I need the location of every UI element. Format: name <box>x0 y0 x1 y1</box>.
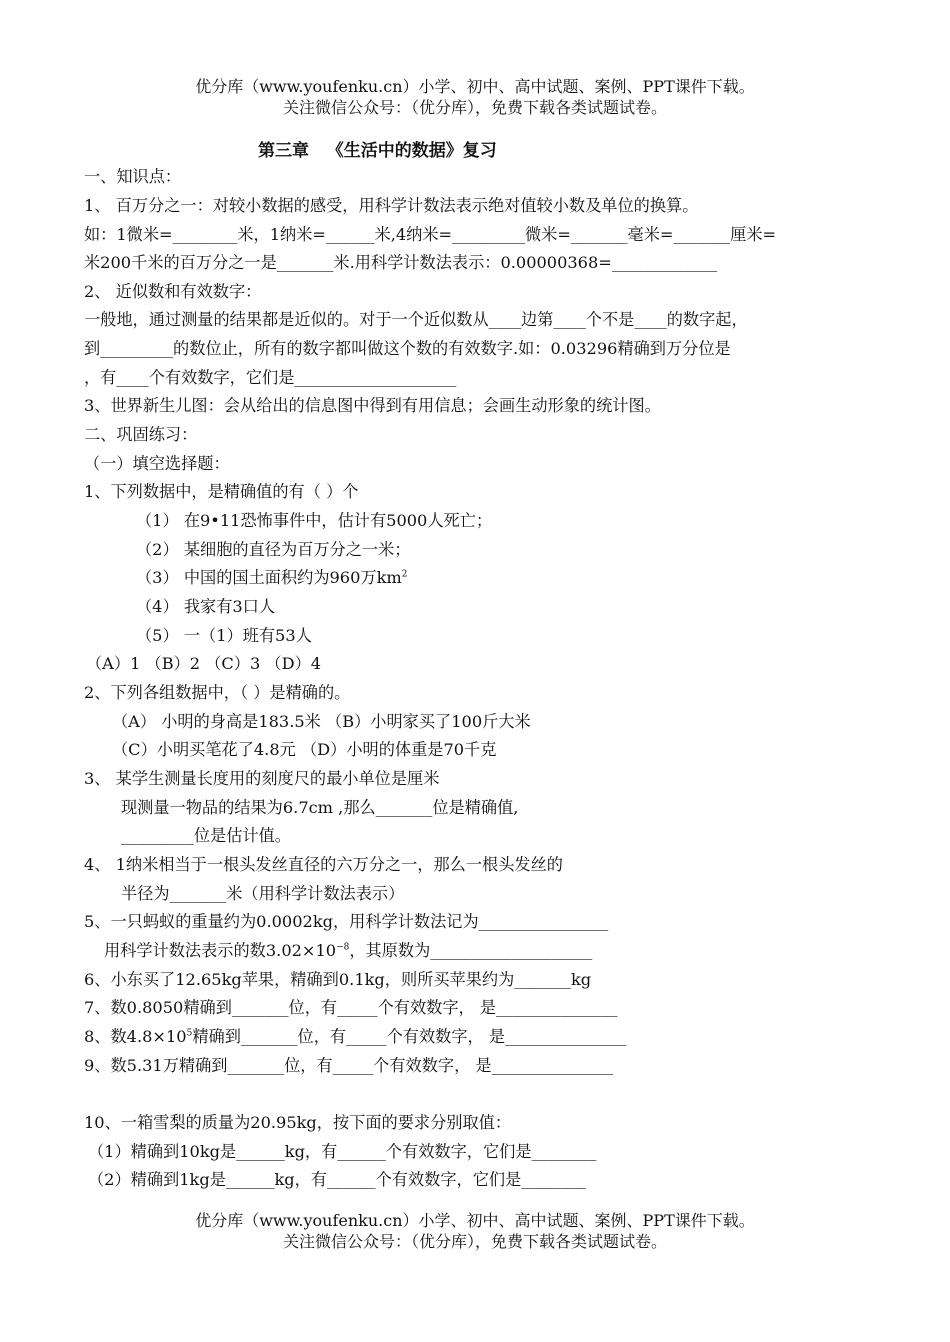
section-knowledge-heading: 一、知识点： <box>84 167 182 186</box>
question-3-line-3: _________位是估计值。 <box>121 826 291 845</box>
question-2: 2、下列各组数据中，（ ）是精确的。 <box>84 683 351 702</box>
question-3-line-2: 现测量一物品的结果为6.7cm ,那么_______位是精确值, <box>121 798 519 817</box>
question-1-item-5: （5） 一（1）班有53人 <box>136 626 312 645</box>
question-10-part-2: （2）精确到1kg是______kg，有______个有效数字，它们是________ <box>88 1170 587 1189</box>
page-header <box>0 76 950 118</box>
knowledge-point-1-line-2: 如：1微米=________米，1纳米=______米,4纳米=_________微米=_______毫米=_______厘米= <box>84 225 777 244</box>
question-1-item-1: （1） 在9•11恐怖事件中，估计有5000人死亡； <box>136 511 493 530</box>
header-line-1: 优分库（www.youfenku.cn）小学、初中、高中试题、案例、PPT课件下载。 <box>195 77 755 96</box>
question-10: 10、一箱雪梨的质量为20.95kg，按下面的要求分别取值： <box>84 1113 512 1132</box>
exponent: −8 <box>336 942 350 953</box>
question-4-line-2: 半径为_______米（用科学计数法表示） <box>121 884 405 903</box>
question-1-item-4: （4） 我家有3口人 <box>136 597 276 616</box>
question-3: 3、 某学生测量长度用的刻度尺的最小单位是厘米 <box>84 769 440 788</box>
question-5-line-2: 用科学计数法表示的数$3.02\times 10^{-8}$，其原数为____________________ <box>104 941 593 960</box>
question-2-options-cd: （C）小明买笔花了4.8元 （D）小明的体重是70千克 <box>112 740 497 759</box>
knowledge-point-2-line-4: ，有____个有效数字，它们是____________________ <box>84 368 457 387</box>
knowledge-point-2-line-2: 一般地，通过测量的结果都是近似的。对于一个近似数从____边第____个不是____的数字起， <box>84 310 748 329</box>
footer-line-2: 关注微信公众号：（优分库），免费下载各类试题试卷。 <box>282 1232 667 1251</box>
practice-subheading: （一）填空选择题： <box>84 454 230 473</box>
question-1-item-3: （3） 中国的国土面积约为960万$km^2$ <box>136 568 408 587</box>
page-footer <box>0 1210 950 1252</box>
exponent: 5 <box>186 1028 193 1039</box>
question-5: 5、一只蚂蚁的重量约为0.0002kg，用科学计数法记为________________ <box>84 912 609 931</box>
question-1-item-2: （2） 某细胞的直径为百万分之一米； <box>136 540 411 559</box>
footer-line-1: 优分库（www.youfenku.cn）小学、初中、高中试题、案例、PPT课件下载。 <box>195 1211 755 1230</box>
knowledge-point-2: 2、 近似数和有效数字： <box>84 282 262 301</box>
question-10-part-1: （1）精确到10kg是______kg，有______个有效数字，它们是________ <box>88 1142 597 1161</box>
knowledge-point-2-line-3: 到_________的数位止，所有的数字都叫做这个数的有效数字.如：0.03296精确到万分位是 <box>84 339 731 358</box>
header-line-2: 关注微信公众号：（优分库），免费下载各类试题试卷。 <box>282 98 667 117</box>
question-6: 6、小东买了12.65kg苹果，精确到0.1kg，则所买苹果约为_______kg <box>84 970 592 989</box>
question-4: 4、 1纳米相当于一根头发丝直径的六万分之一，那么一根头发丝的 <box>84 855 563 874</box>
question-9: 9、数5.31万精确到_______位，有_____个有效数字， 是_______________ <box>84 1056 614 1075</box>
question-2-options-ab: （A） 小明的身高是183.5米 （B）小明家买了100斤大米 <box>112 712 531 731</box>
knowledge-point-3: 3、世界新生儿图：会从给出的信息图中得到有用信息；会画生动形象的统计图。 <box>84 396 661 415</box>
question-8: 8、数$4.8\times 10^5$精确到_______位，有_____个有效数字， 是_______________ <box>84 1027 627 1046</box>
question-7: 7、数0.8050精确到_______位，有_____个有效数字， 是_______________ <box>84 998 618 1017</box>
question-1-options: （A）1 （B）2 （C）3 （D）4 <box>86 654 322 673</box>
question-1: 1、下列数据中，是精确值的有（ ）个 <box>84 482 359 501</box>
section-practice-heading: 二、巩固练习： <box>84 425 198 444</box>
knowledge-point-1: 1、 百万分之一：对较小数据的感受，用科学计数法表示绝对值较小数及单位的换算。 <box>84 196 699 215</box>
exponent: 2 <box>401 569 408 580</box>
knowledge-point-1-line-3: 米200千米的百万分之一是_______米.用科学计数法表示：0.00000368=_____________ <box>84 253 718 272</box>
page-title: 第三章 《生活中的数据》复习 <box>258 141 497 161</box>
